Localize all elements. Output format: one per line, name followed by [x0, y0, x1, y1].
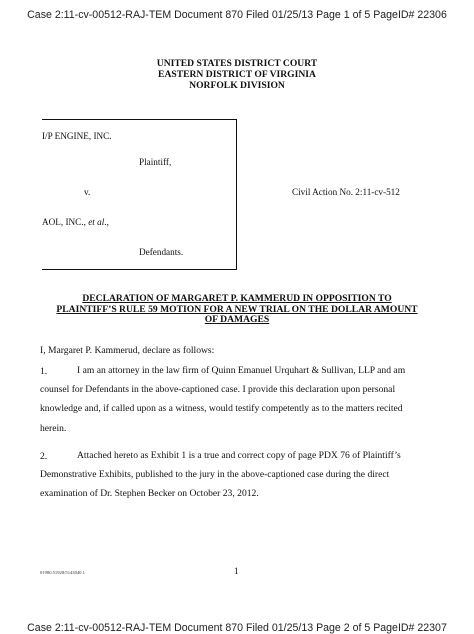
paragraph-1 — [40, 361, 440, 438]
ecf-header: Case 2:11-cv-00512-RAJ-TEM Document 870 Filed 01/25/13 Page 1 of 5 PageID# 22306 — [27, 9, 447, 21]
paragraph-2-line: Attached hereto as Exhibit 1 is a true and correct copy of page PDX 76 of Plaintiff’s — [77, 450, 401, 461]
paragraph-1-line: knowledge and, if called upon as a witness, would testify competently as to the matters recited — [40, 403, 403, 415]
court-district: EASTERN DISTRICT OF VIRGINIA — [158, 68, 316, 80]
paragraph-1-line: I am an attorney in the law firm of Quinn Emanuel Urquhart & Sullivan, LLP and am — [77, 365, 406, 376]
page-number: 1 — [234, 566, 239, 576]
declaration-intro: I, Margaret P. Kammerud, declare as follows: — [40, 345, 215, 356]
court-division: NORFOLK DIVISION — [189, 79, 285, 91]
paragraph-2-line: examination of Dr. Stephen Becker on October 23, 2012. — [40, 488, 259, 500]
paragraph-1-line: counsel for Defendants in the above-captioned case. I provide this declaration upon personal — [40, 384, 396, 396]
court-name: UNITED STATES DISTRICT COURT — [156, 58, 318, 69]
civil-action-number: Civil Action No. 2:11-cv-512 — [292, 187, 400, 197]
court-heading — [0, 59, 474, 91]
defendant-role: Defendants. — [139, 247, 184, 257]
paragraph-number-1: 1. — [40, 366, 48, 377]
defendant-name: AOL, INC., et al., — [42, 217, 109, 227]
paragraph-2 — [40, 446, 440, 504]
paragraph-2-line: Demonstrative Exhibits, published to the jury in the above-captioned case during the direct — [40, 469, 390, 481]
title-line-2: PLAINTIFF’S RULE 59 MOTION FOR A NEW TRIAL ON THE DOLLAR AMOUNT — [56, 303, 418, 315]
next-page-header: Case 2:11-cv-00512-RAJ-TEM Document 870 Filed 01/25/13 Page 2 of 5 PageID# 22307 — [27, 622, 447, 634]
document-code: 01980.51928/5143040.1 — [40, 570, 85, 575]
paragraph-number-2: 2. — [40, 451, 48, 462]
title-line-3: OF DAMAGES — [204, 314, 270, 326]
title-line-1: DECLARATION OF MARGARET P. KAMMERUD IN OPPOSITION TO — [82, 293, 392, 304]
versus: v. — [84, 187, 91, 197]
paragraph-1-line: herein. — [40, 422, 67, 434]
document-title — [40, 294, 434, 326]
plaintiff-name: I/P ENGINE, INC. — [42, 131, 112, 141]
plaintiff-role: Plaintiff, — [139, 157, 172, 167]
